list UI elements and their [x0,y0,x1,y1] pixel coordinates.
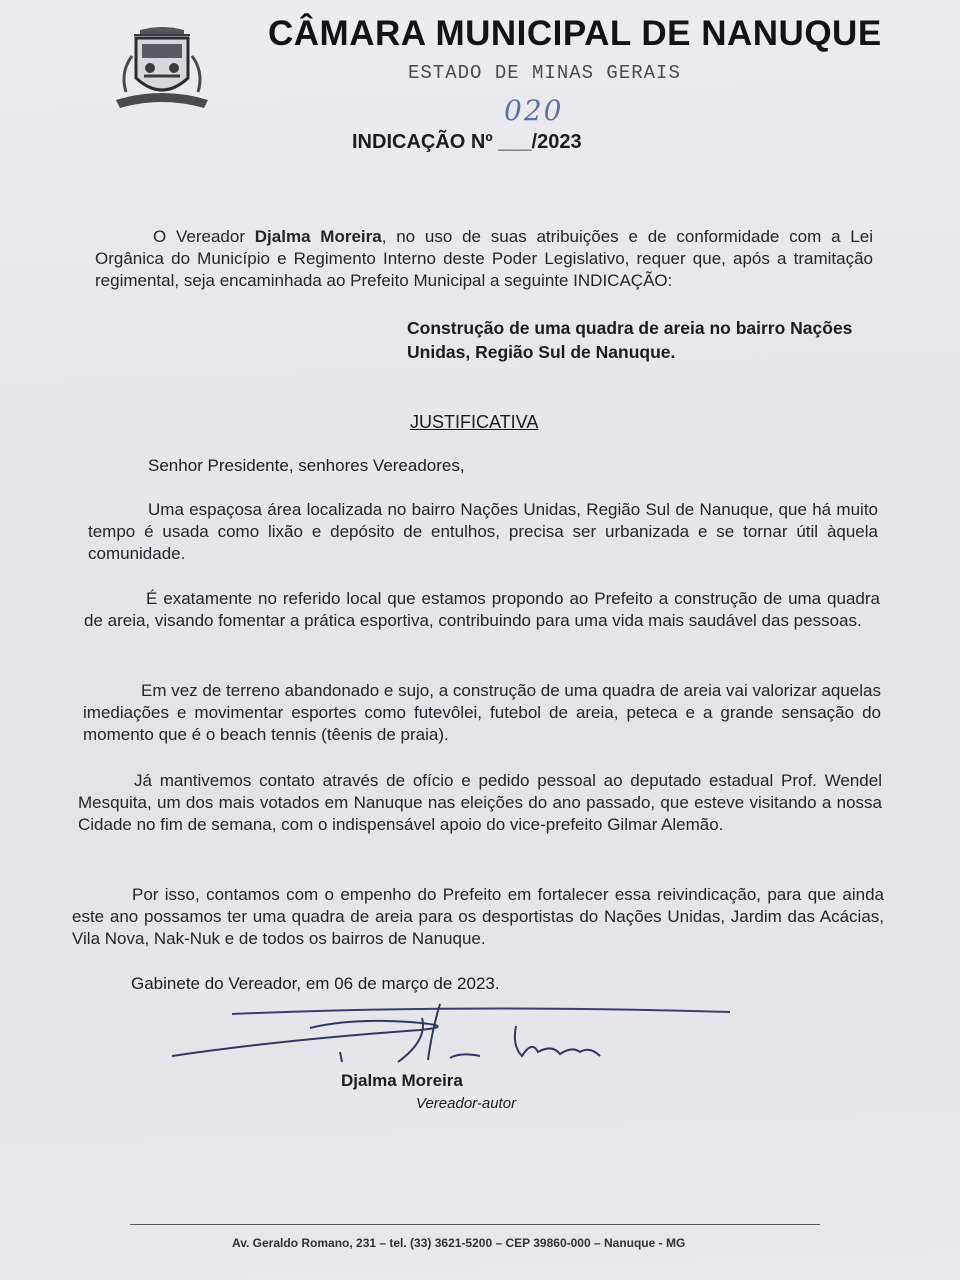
coat-of-arms-icon [110,22,214,114]
document-title: CÂMARA MUNICIPAL DE NANUQUE [268,14,882,53]
justification-paragraph: É exatamente no referido local que estamos propondo ao Prefeito a construção de uma quadra de areia, visando fomentar a prática esportiva, contribuindo para uma vida mais saudável das pessoas. [84,589,880,630]
justification-paragraph: Uma espaçosa área localizada no bairro Nações Unidas, Região Sul de Nanuque, que há muito tempo é usada como lixão e depósito de entulhos, precisa ser urbanizada e se tornar útil àquela comunidade. [88,500,878,563]
greeting: Senhor Presidente, senhores Vereadores, [148,456,465,475]
signer-name: Djalma Moreira [341,1071,463,1090]
justification-heading: JUSTIFICATIVA [410,412,539,432]
intro-text-end: , no uso de suas atribuições e de conformidade com a Lei Orgânica do Município e Regimento Interno deste Poder Legislativo, requer que, após a tramitação regimental, seja encaminhada ao Prefeito Municipal a seguinte INDICAÇÃO: [95,227,873,290]
signer-role: Vereador-autor [416,1095,517,1112]
handwritten-signature [160,1000,760,1080]
footer-address: Av. Geraldo Romano, 231 – tel. (33) 3621-5200 – CEP 39860-000 – Nanuque - MG [232,1236,686,1250]
justification-paragraph: Em vez de terreno abandonado e sujo, a construção de uma quadra de areia vai valorizar aquelas imediações e movimentar esportes como futevôlei, futebol de areia, peteca e a grande sensação do momento que é o beach tennis (têenis de praia). [83,681,881,744]
justification-paragraph: Já mantivemos contato através de ofício e pedido pessoal ao deputado estadual Prof. Wendel Mesquita, um dos mais votados em Nanuque nas eleições do ano passado, que esteve visitando a nossa Cidade no fim de semana, com o indispensável apoio do vice-prefeito Gilmar Alemão. [78,771,882,834]
intro-paragraph [95,226,873,292]
indicacao-subject: Construção de uma quadra de areia no bairro Nações Unidas, Região Sul de Nanuque. [407,318,853,362]
footer-divider [130,1224,820,1225]
indicacao-heading: INDICAÇÃO Nº ___/2023 [352,131,582,153]
place-and-date: Gabinete do Vereador, em 06 de março de 2023. [131,974,500,993]
intro-text-start: O Vereador [153,227,255,246]
justification-paragraph: Por isso, contamos com o empenho do Prefeito em fortalecer essa reivindicação, para que ainda este ano possamos ter uma quadra de areia para os desportistas do Nações Unidas, Jardim das Acácias, Vila Nova, Nak-Nuk e de todos os bairros de Nanuque. [72,885,884,948]
intro-vereador-name: Djalma Moreira [254,227,382,246]
document-subtitle: ESTADO DE MINAS GERAIS [408,62,681,84]
handwritten-number: 020 [504,94,564,127]
